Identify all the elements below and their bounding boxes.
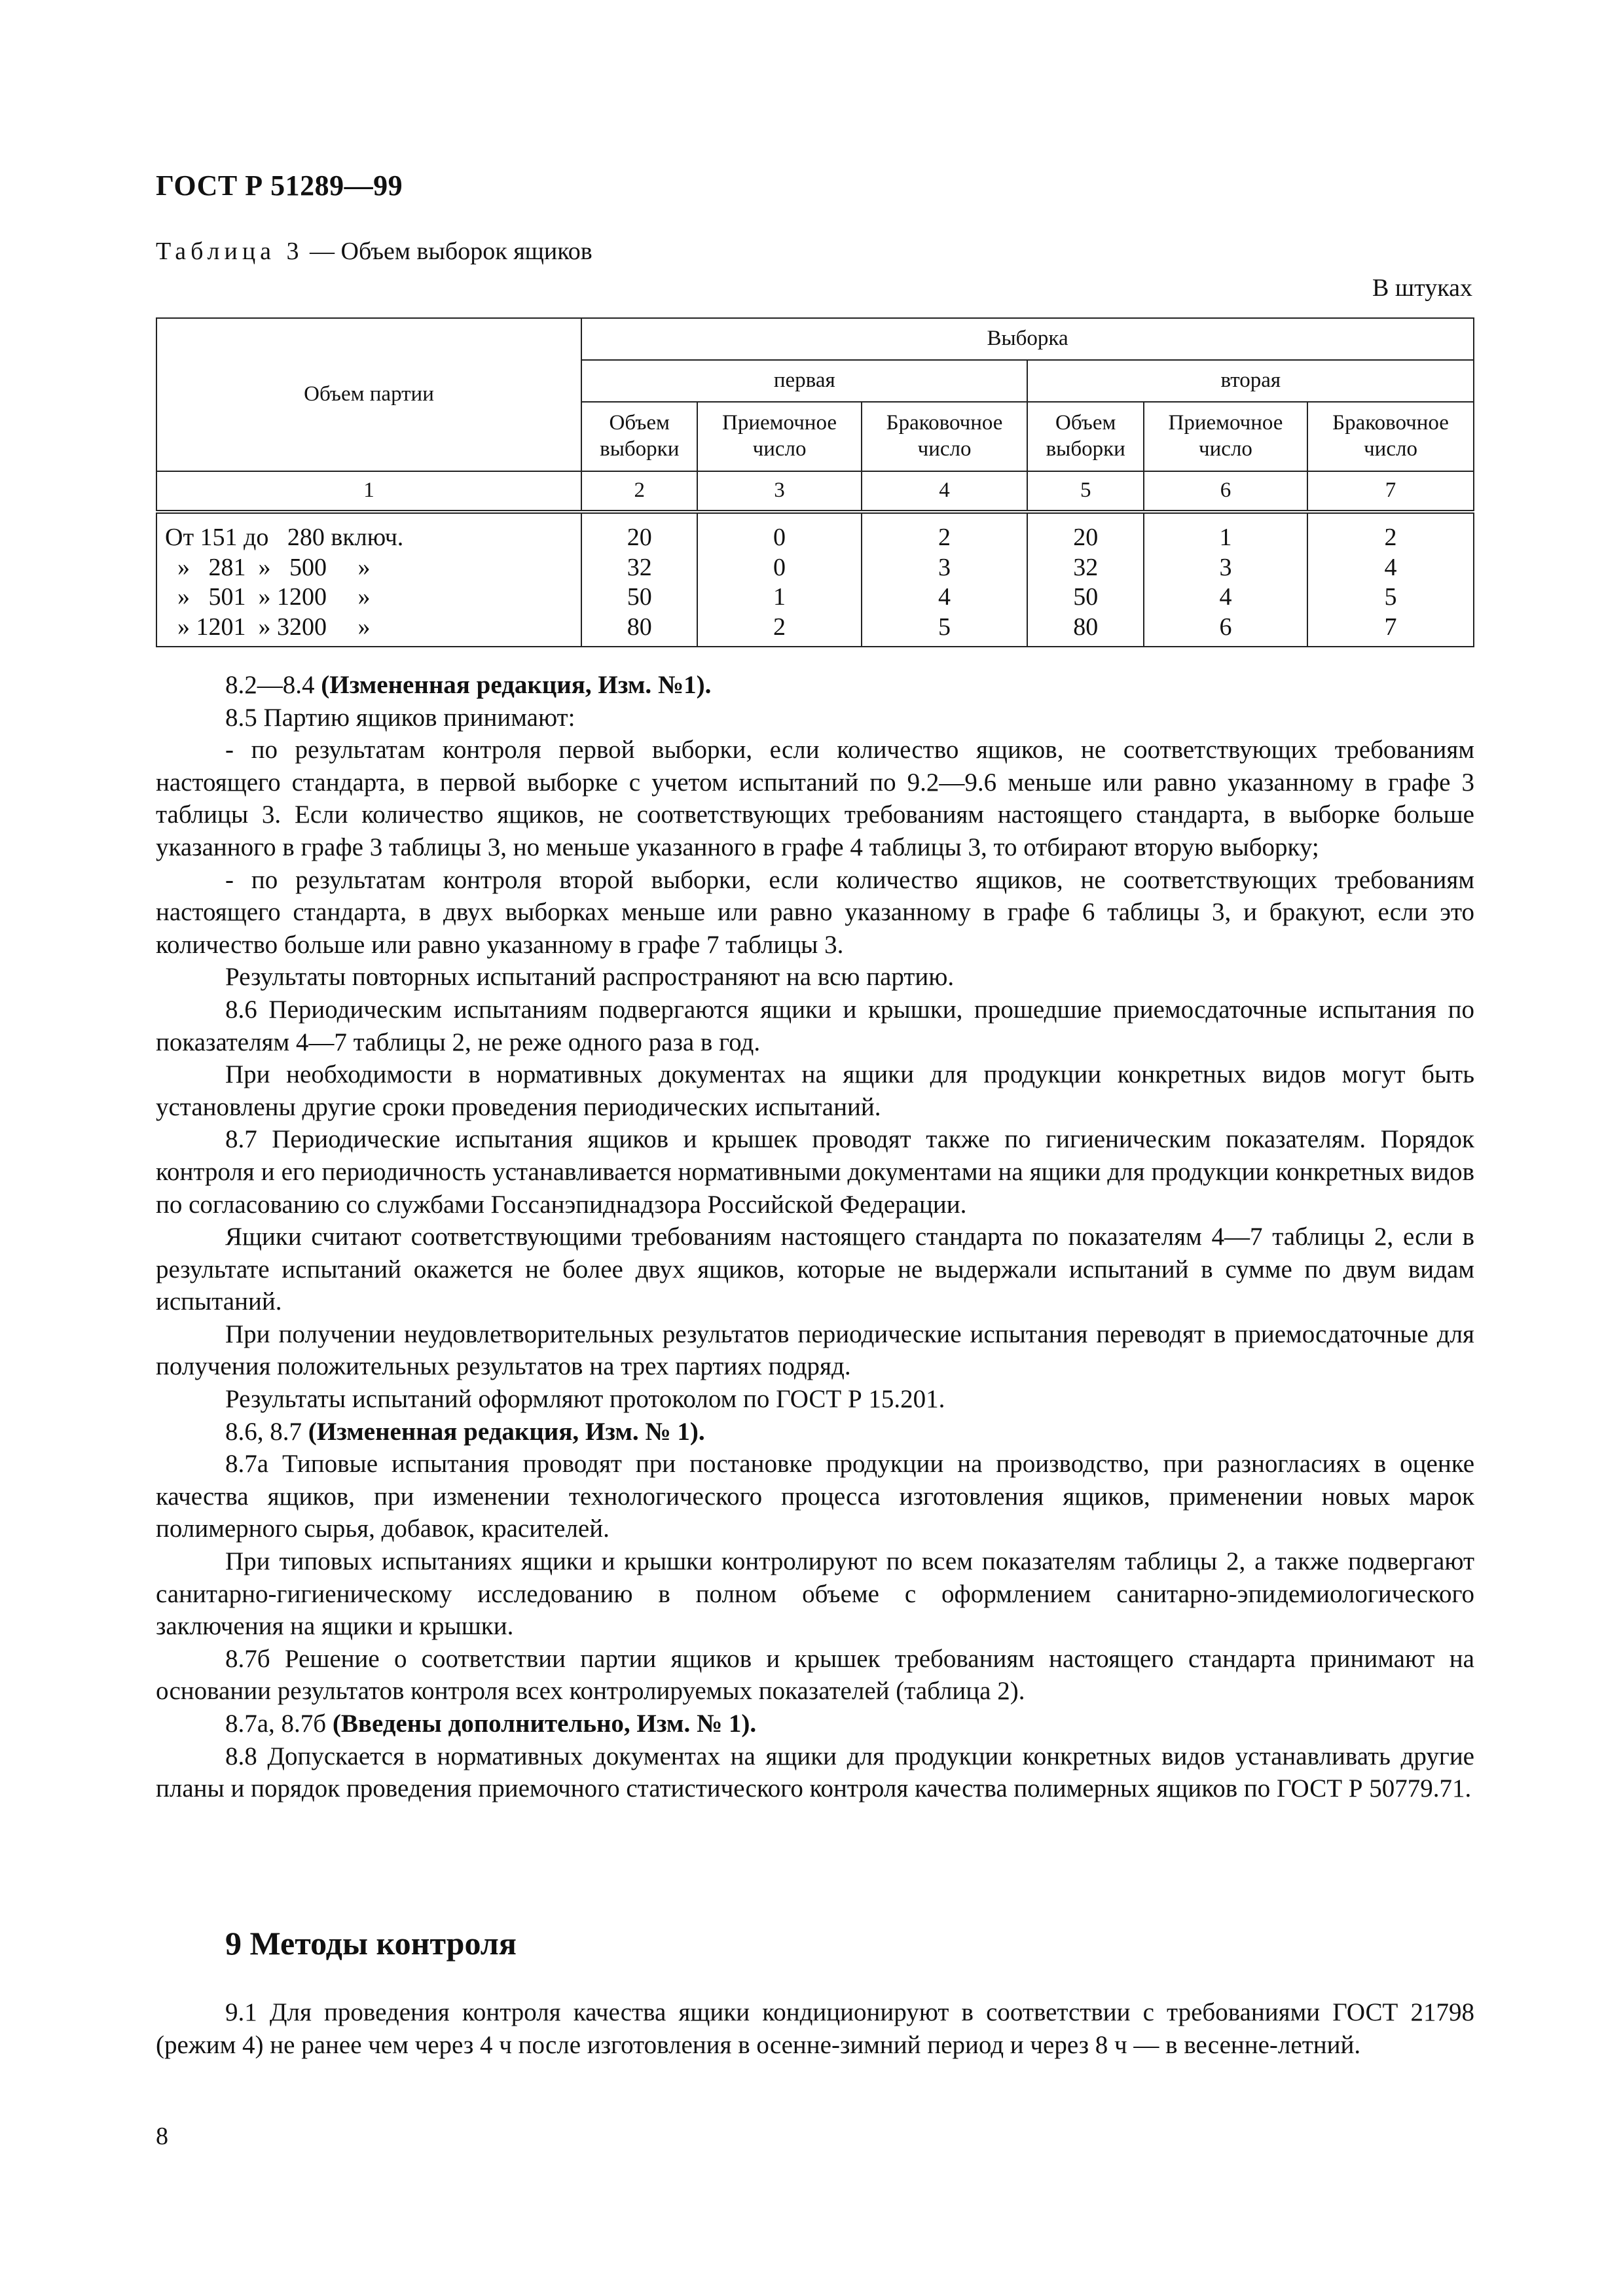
header-second-reject: Браковочное число [1307,402,1474,471]
paragraph: 8.7 Периодические испытания ящиков и крышек проводят также по гигиеническим показателям. Порядок контроля и его периодичность устанавливается нормативными документами на ящики для продукции конкретных видов по согласованию со службами Госсанэпиднадзора Российской Федерации. [156,1125,1474,1219]
column-number: 1 [156,471,581,512]
header-first-reject: Браковочное число [862,402,1028,471]
table-cell: 5 [862,613,1028,647]
paragraph: - по результатам контроля второй выборки, если количество ящиков, не соответствующих требованиям настоящего стандарта, в двух выборках меньше или равно указанному в графе 6 таблицы 3, и бракуют, если это количество больше или равно указанному в графе 7 таблицы 3. [156,865,1474,959]
table-row [156,553,1474,583]
table-cell: 5 [1307,583,1474,613]
paragraph: При необходимости в нормативных документах на ящики для продукции конкретных видов могут быть установлены другие сроки проведения периодических испытаний. [156,1060,1474,1121]
table-cell: 3 [1144,553,1307,583]
clause-ref: 8.6, 8.7 [225,1417,308,1446]
paragraph: 8.6 Периодическим испытаниям подвергаются ящики и крышки, прошедшие приемосдаточные испытания по показателям 4—7 таблицы 2, не реже одного раза в год. [156,995,1474,1056]
sample-size-table [156,317,1474,647]
table-cell: 32 [1027,553,1143,583]
column-number: 7 [1307,471,1474,512]
paragraph: 9.1 Для проведения контроля качества ящики кондиционируют в соответствии с требованиями ГОСТ 21798 (режим 4) не ранее чем через 4 ч после изготовления в осенне-зимний период и через 8 ч — в весенне-летний. [156,1998,1474,2059]
clause-ref: 8.2—8.4 [225,671,321,699]
paragraph: Результаты испытаний оформляют протоколом по ГОСТ Р 15.201. [225,1385,945,1414]
paragraph: Результаты повторных испытаний распространяют на всю партию. [225,963,955,992]
table-cell: 20 [1027,512,1143,553]
table-cell: 3 [862,553,1028,583]
table-row [156,613,1474,647]
table-cell: 1 [1144,512,1307,553]
table-cell: 2 [1307,512,1474,553]
table-cell: 2 [862,512,1028,553]
table-cell: » 501 » 1200 » [156,583,581,613]
section-body [156,1996,1474,2061]
table-row [156,583,1474,613]
paragraph [156,1708,1474,1740]
paragraph: 8.5 Партию ящиков принимают: [225,703,575,732]
header-second-accept: Приемочное число [1144,402,1307,471]
paragraph: 8.7а Типовые испытания проводят при постановке продукции на производство, при разногласиях в оценке качества ящиков, при изменении технологического процесса изготовления ящиков, применении новых марок полимерного сырья, добавок, красителей. [156,1450,1474,1543]
table-cell: 2 [697,613,861,647]
header-first-sample: первая [581,360,1027,402]
table-caption-title: — Объем выборок ящиков [303,238,593,265]
table-caption [156,237,593,266]
column-number: 5 [1027,471,1143,512]
paragraph: При получении неудовлетворительных результатов периодические испытания переводят в приемосдаточные для получения положительных результатов на трех партиях подряд. [156,1319,1474,1381]
table-cell: 0 [697,512,861,553]
paragraph: При типовых испытаниях ящики и крышки контролируют по всем показателям таблицы 2, а также подвергают санитарно-гигиеническому исследованию в полном объеме с оформлением санитарно-эпидемиологического заключения на ящики и крышки. [156,1547,1474,1641]
table-cell: » 281 » 500 » [156,553,581,583]
header-sample: Выборка [581,318,1474,360]
amendment-note: (Измененная редакция, Изм. №1). [321,671,712,699]
table-cell: 50 [581,583,697,613]
paragraph: 8.8 Допускается в нормативных документах на ящики для продукции конкретных видов устанавливать другие планы и порядок проведения приемочного статистического контроля качества полимерных ящиков по ГОСТ Р 50779.71. [156,1742,1474,1803]
document-code-header: ГОСТ Р 51289—99 [156,170,403,202]
paragraph [156,1416,1474,1448]
section-heading: 9 Методы контроля [225,1925,517,1962]
header-lot-size: Объем партии [156,318,581,471]
page-number: 8 [156,2123,168,2150]
table-cell: 80 [581,613,697,647]
paragraph: Ящики считают соответствующими требованиям настоящего стандарта по показателям 4—7 таблицы 2, если в результате испытаний окажется не более двух ящиков, которые не выдержали испытаний в сумме по двум видам испытаний. [156,1223,1474,1316]
table-cell: 80 [1027,613,1143,647]
table-cell: 4 [1307,553,1474,583]
table-cell: 4 [862,583,1028,613]
column-number: 2 [581,471,697,512]
table-units: В штуках [1372,274,1472,302]
amendment-note: (Введены дополнительно, Изм. № 1). [332,1710,757,1738]
paragraph [156,669,1474,702]
table-cell: 20 [581,512,697,553]
header-second-size: Объем выборки [1027,402,1143,471]
header-second-sample: вторая [1027,360,1474,402]
table-caption-label: Таблица 3 [156,238,304,265]
table-cell: 50 [1027,583,1143,613]
table-cell: 4 [1144,583,1307,613]
paragraph: 8.7б Решение о соответствии партии ящиков и крышек требованиям настоящего стандарта принимают на основании результатов контроля всех контролируемых показателей (таблица 2). [156,1644,1474,1706]
table-cell: От 151 до 280 включ. [156,512,581,553]
column-number: 4 [862,471,1028,512]
body-text [156,669,1474,1805]
amendment-note: (Измененная редакция, Изм. № 1). [308,1417,705,1446]
table-cell: » 1201 » 3200 » [156,613,581,647]
header-first-size: Объем выборки [581,402,697,471]
paragraph: - по результатам контроля первой выборки, если количество ящиков, не соответствующих требованиям настоящего стандарта, в первой выборке с учетом испытаний по 9.2—9.6 меньше или равно указанному в графе 3 таблицы 3. Если количество ящиков, не соответствующих требованиям настоящего стандарта, в выборке больше указанного в графе 3 таблицы 3, но меньше указанного в графе 4 таблицы 3, то отбирают вторую выборку; [156,736,1474,861]
column-number: 3 [697,471,861,512]
table-cell: 32 [581,553,697,583]
table-cell: 7 [1307,613,1474,647]
table-cell: 1 [697,583,861,613]
column-number: 6 [1144,471,1307,512]
header-first-accept: Приемочное число [697,402,861,471]
table-row [156,512,1474,553]
table-cell: 0 [697,553,861,583]
table-cell: 6 [1144,613,1307,647]
clause-ref: 8.7а, 8.7б [225,1710,333,1738]
